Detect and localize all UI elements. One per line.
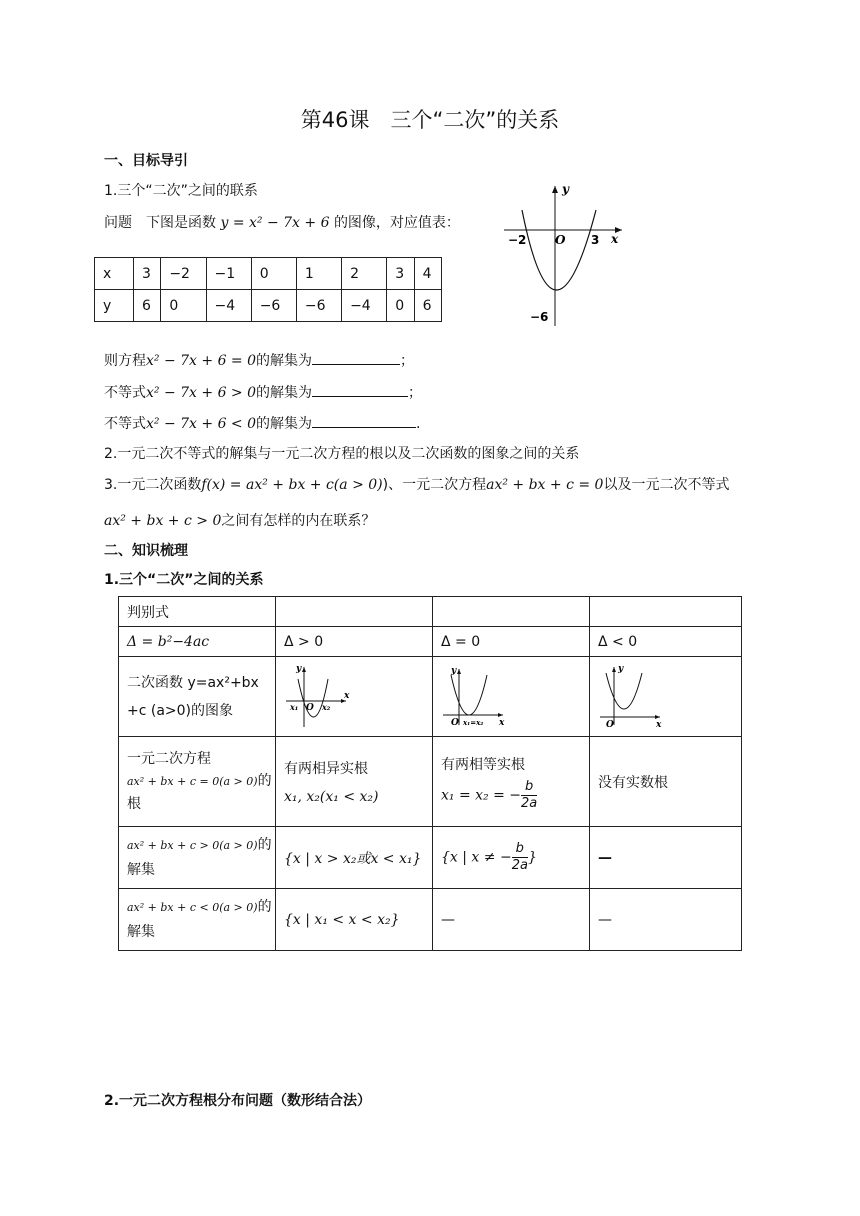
item3-inequality: ax² + bx + c > 0 — [104, 513, 222, 529]
empty-cell — [433, 597, 590, 627]
fraction-numerator: b — [512, 841, 528, 858]
discriminant-heading: 判别式 — [119, 597, 276, 627]
question-1 — [104, 350, 414, 370]
item3-function: f(x) = ax² + bx + c(a > 0) — [201, 477, 383, 493]
lt-row-de: 的 — [257, 899, 272, 915]
parabola-curve — [451, 675, 487, 715]
value-table — [94, 257, 442, 322]
parabola-curve — [522, 210, 596, 290]
gt-row-inequality: ax² + bx + c > 0(a > 0) — [127, 839, 258, 852]
item3-equation: ax² + bx + c = 0 — [486, 477, 604, 493]
q1-expression: x² − 7x + 6 = 0 — [146, 353, 257, 369]
y-axis-arrow — [457, 669, 461, 674]
y-cell: −4 — [342, 290, 387, 322]
item-1: 1.三个“二次”之间的联系 — [104, 183, 258, 199]
q3-expression: x² − 7x + 6 < 0 — [146, 416, 257, 432]
table-row-y — [95, 290, 442, 322]
two-equal-roots-text: 有两相等实根 — [441, 757, 525, 773]
q1-prefix: 则方程 — [104, 353, 146, 369]
gt-solution-two-roots: {x | x > x₂或x < x₁} — [276, 827, 433, 889]
q3-end: . — [416, 416, 421, 432]
parabola-graph — [500, 180, 630, 330]
g1-origin-label: O — [306, 702, 314, 713]
parabola-curve — [606, 673, 642, 709]
g2-x-label: x — [499, 717, 505, 728]
q2-expression: x² − 7x + 6 > 0 — [146, 385, 257, 401]
two-equal-roots-cell — [433, 737, 590, 827]
problem-prefix: 问题 下图是函数 — [104, 215, 216, 231]
y-label: y — [95, 290, 134, 322]
item3-text-d: 之间有怎样的内在联系？ — [221, 513, 376, 529]
subsection-2-heading: 2.一元二次方程根分布问题（数形结合法） — [104, 1093, 372, 1109]
lt-row-inequality: ax² + bx + c < 0(a > 0) — [127, 901, 258, 914]
problem-function: y = x² − 7x + 6 — [220, 215, 330, 231]
g3-y-label: y — [618, 663, 624, 674]
discriminant-formula: Δ = b²−4ac — [119, 627, 276, 657]
table-row — [119, 737, 742, 827]
graph-3-label: 3 — [591, 233, 600, 247]
roots-row-equation: ax² + bx + c = 0(a > 0) — [127, 775, 258, 788]
x-label: x — [95, 258, 134, 290]
q2-prefix: 不等式 — [104, 385, 146, 401]
gt-row-label-line1 — [127, 833, 275, 858]
x-cell: 3 — [134, 258, 161, 290]
x-cell: 0 — [251, 258, 296, 290]
table-row-x — [95, 258, 442, 290]
two-distinct-roots-cell — [276, 737, 433, 827]
fraction-b-over-2a — [521, 779, 537, 812]
delta-zero: Δ = 0 — [433, 627, 590, 657]
graph-origin-label: O — [555, 233, 566, 247]
subsection-1-heading: 1.三个“二次”之间的关系 — [104, 572, 264, 588]
gt-row-de: 的 — [257, 837, 272, 853]
two-equal-roots-formula — [441, 779, 589, 812]
q1-suffix: 的解集为 — [256, 353, 313, 369]
y-axis-arrow — [612, 667, 616, 672]
roots-row-label-line2 — [127, 770, 275, 793]
g2-origin-label: O — [451, 717, 459, 728]
g1-y-label: y — [296, 663, 302, 674]
three-quadratics-table — [118, 596, 742, 951]
q2-suffix: 的解集为 — [256, 385, 313, 401]
y-cell: −6 — [296, 290, 341, 322]
answer-blank-3[interactable] — [312, 413, 416, 428]
fraction-numerator: b — [521, 779, 537, 796]
empty-cell — [276, 597, 433, 627]
y-axis-arrow — [302, 667, 306, 672]
x-axis-arrow — [498, 713, 503, 717]
item3-text-c: 以及一元二次不等式 — [603, 477, 730, 493]
page-title: 第46课 三个“二次”的关系 — [300, 108, 560, 132]
section-heading-1: 一、目标导引 — [104, 153, 188, 169]
lt-solution-no-root: — — [590, 889, 742, 951]
fraction-b-over-2a — [512, 841, 528, 874]
y-axis-arrow — [552, 186, 558, 193]
roots-row-de: 的 — [257, 773, 272, 789]
graph-x-label: x — [611, 232, 619, 246]
y-cell: 0 — [387, 290, 414, 322]
roots-row-label-line3: 根 — [127, 796, 141, 812]
graph-cell-double-root — [433, 657, 590, 737]
graph-cell-two-roots — [276, 657, 433, 737]
lt-row-label-line2: 解集 — [127, 924, 155, 940]
q1-end: ； — [400, 353, 415, 369]
y-cell: 6 — [134, 290, 161, 322]
gt-double-root-rhs: } — [527, 849, 537, 866]
gt-row-label-line2: 解集 — [127, 862, 155, 878]
y-cell: −6 — [251, 290, 296, 322]
x-cell: 1 — [296, 258, 341, 290]
problem-suffix: 的图像，对应值表： — [333, 215, 460, 231]
no-real-roots-cell: 没有实数根 — [590, 737, 742, 827]
graph-row-label-line1: 二次函数 y=ax²+bx — [127, 674, 259, 691]
gt-double-root-lhs: {x | x ≠ − — [441, 849, 512, 866]
graph-y-label: y — [562, 182, 569, 196]
lt-solution-row-label — [119, 889, 276, 951]
g1-x1-label: x₁ — [290, 701, 299, 712]
g2-y-label: y — [451, 665, 457, 676]
fraction-denominator: 2a — [521, 796, 538, 811]
g3-origin-label: O — [606, 719, 614, 729]
x-cell: −2 — [161, 258, 206, 290]
roots-row-label-line1: 一元二次方程 — [127, 751, 211, 767]
answer-blank-2[interactable] — [312, 382, 408, 397]
delta-positive: Δ > 0 — [276, 627, 433, 657]
table-row — [119, 657, 742, 737]
lt-solution-double-root: — — [433, 889, 590, 951]
item3-text-a: 3.一元二次函数 — [104, 477, 202, 493]
empty-cell — [590, 597, 742, 627]
lt-solution-two-roots: {x | x₁ < x < x₂} — [276, 889, 433, 951]
x-axis-arrow — [655, 715, 660, 719]
x-cell: 4 — [414, 258, 441, 290]
q3-prefix: 不等式 — [104, 416, 146, 432]
g1-x-label: x — [344, 690, 350, 701]
equal-roots-lhs: x₁ = x₂ = − — [441, 787, 522, 804]
delta-negative: Δ < 0 — [590, 627, 742, 657]
section-heading-2: 二、知识梳理 — [104, 543, 188, 559]
x-cell: 3 — [387, 258, 414, 290]
roots-row-label — [119, 737, 276, 827]
problem-line — [104, 212, 460, 232]
gt-solution-row-label — [119, 827, 276, 889]
item-3-line2 — [104, 510, 375, 530]
parabola-double-root-graph — [441, 661, 511, 729]
q2-end: ； — [408, 385, 423, 401]
item-2: 2.一元二次不等式的解集与一元二次方程的根以及二次函数的图象之间的关系 — [104, 446, 580, 462]
y-cell: −4 — [206, 290, 251, 322]
gt-solution-double-root — [433, 827, 590, 889]
g3-x-label: x — [656, 719, 662, 729]
table-row — [119, 627, 742, 657]
parabola-two-roots-graph — [284, 661, 354, 729]
fraction-denominator: 2a — [511, 858, 528, 873]
g1-x2-label: x₂ — [322, 701, 331, 712]
y-cell: 6 — [414, 290, 441, 322]
question-2 — [104, 382, 422, 402]
answer-blank-1[interactable] — [312, 350, 400, 365]
graph-cell-no-root — [590, 657, 742, 737]
table-row — [119, 597, 742, 627]
graph-row-label-line2: +c (a>0)的图象 — [127, 702, 234, 719]
gt-solution-no-root: — — [590, 827, 742, 889]
two-distinct-roots-formula: x₁, x₂(x₁ < x₂) — [284, 788, 379, 805]
two-distinct-roots-text: 有两相异实根 — [284, 760, 368, 777]
x-cell: −1 — [206, 258, 251, 290]
y-cell: 0 — [161, 290, 206, 322]
item-3-line1 — [104, 474, 729, 494]
table-row — [119, 827, 742, 889]
g2-root-label: x₁=x₂ — [463, 717, 484, 727]
graph-row-label — [119, 657, 276, 737]
q3-suffix: 的解集为 — [256, 416, 313, 432]
graph-neg6-label: −6 — [530, 310, 549, 324]
graph-neg2-label: −2 — [508, 233, 527, 247]
lt-row-label-line1 — [127, 895, 275, 920]
question-3 — [104, 413, 420, 433]
x-cell: 2 — [342, 258, 387, 290]
table-row — [119, 889, 742, 951]
parabola-no-root-graph — [598, 661, 668, 729]
item3-text-b: )、一元二次方程 — [382, 477, 487, 493]
